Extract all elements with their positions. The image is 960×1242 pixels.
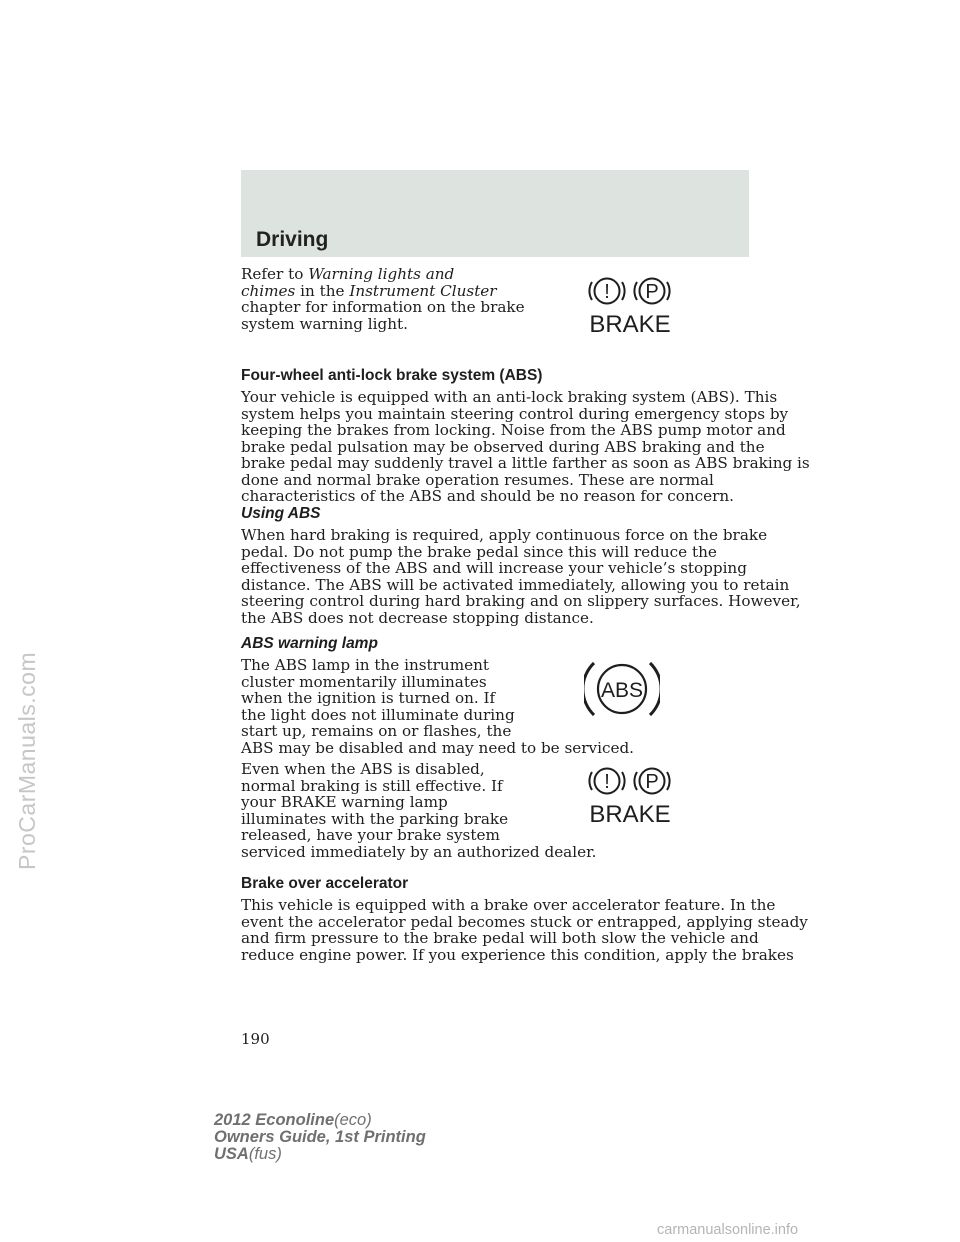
text-line: characteristics of the ABS and should be no reason for concern. xyxy=(241,487,734,505)
text-line: brake pedal pulsation may be observed during ABS braking and the xyxy=(241,437,765,456)
text-line: reduce engine power. If you experience this condition, apply the brakes xyxy=(241,945,794,964)
brake-over-paragraph xyxy=(241,897,808,963)
text-line: normal braking is still effective. If xyxy=(241,776,503,795)
text-line: distance. The ABS will be activated immediately, allowing you to retain xyxy=(241,575,790,594)
brake-warning-icon xyxy=(585,274,677,340)
footer-guide: Owners Guide, 1st Printing xyxy=(214,1128,426,1146)
text-line: chapter for information on the brake xyxy=(241,298,525,316)
italic-reference: chimes xyxy=(241,281,296,300)
document-footer xyxy=(214,1112,426,1163)
text-line: keeping the brakes from locking. Noise from the ABS pump motor and xyxy=(241,421,786,439)
text-line: event the accelerator pedal becomes stuck or entrapped, applying steady xyxy=(241,912,808,931)
footer-model: 2012 Econoline xyxy=(214,1111,335,1129)
p-glyph: P xyxy=(645,771,659,793)
abs-label: ABS xyxy=(600,679,644,702)
italic-reference: Warning lights and xyxy=(308,265,455,283)
abs-disabled-paragraph xyxy=(241,761,597,860)
text-line: system helps you maintain steering control during emergency stops by xyxy=(241,404,789,423)
text-line: This vehicle is equipped with a brake over accelerator feature. In the xyxy=(241,896,776,914)
text-line: brake pedal may suddenly travel a little farther as soon as ABS braking is xyxy=(241,454,810,472)
side-watermark: ProCarManuals.com xyxy=(14,651,40,870)
text-line: and firm pressure to the brake pedal will both slow the vehicle and xyxy=(241,929,759,947)
abs-warning-icon xyxy=(584,656,660,728)
text-line: cluster momentarily illuminates xyxy=(241,672,487,691)
italic-reference: Instrument Cluster xyxy=(349,281,497,300)
exclaim-glyph: ! xyxy=(604,281,610,303)
text-line: your BRAKE warning lamp xyxy=(241,793,448,811)
text-line: system warning light. xyxy=(241,314,408,333)
footer-region: USA xyxy=(214,1145,249,1163)
text-line: start up, remains on or flashes, the xyxy=(241,722,512,740)
brake-over-heading: Brake over accelerator xyxy=(241,875,409,892)
text-line: pedal. Do not pump the brake pedal since this will reduce the xyxy=(241,542,717,561)
brake-intro-paragraph xyxy=(241,266,525,332)
text-line: the ABS does not decrease stopping distance. xyxy=(241,608,594,627)
section-header-band xyxy=(241,170,749,257)
p-glyph: P xyxy=(645,281,659,303)
footer-model-code: (eco) xyxy=(334,1111,372,1129)
abs-section-heading: Four-wheel anti-lock brake system (ABS) xyxy=(241,367,543,384)
text-line: Even when the ABS is disabled, xyxy=(241,760,485,778)
brake-warning-icon xyxy=(585,764,677,830)
using-abs-heading: Using ABS xyxy=(241,505,321,522)
text-line: the light does not illuminate during xyxy=(241,705,515,724)
brake-label: BRAKE xyxy=(589,801,671,826)
text-line: ABS may be disabled and may need to be serviced. xyxy=(241,738,634,757)
text-line: The ABS lamp in the instrument xyxy=(241,656,489,674)
text-line: effectiveness of the ABS and will increase your vehicle’s stopping xyxy=(241,559,747,577)
section-title: Driving xyxy=(256,228,329,251)
text-line: Your vehicle is equipped with an anti-lock braking system (ABS). This xyxy=(241,388,778,406)
page-number: 190 xyxy=(241,1030,270,1048)
footer-region-code: (fus) xyxy=(248,1145,282,1163)
text-line: done and normal brake operation resumes. These are normal xyxy=(241,470,714,489)
text-span: Refer to xyxy=(241,265,309,283)
text-line: When hard braking is required, apply continuous force on the brake xyxy=(241,526,768,544)
abs-lamp-heading: ABS warning lamp xyxy=(241,635,378,652)
abs-lamp-paragraph xyxy=(241,657,634,756)
using-abs-paragraph xyxy=(241,527,801,626)
exclaim-glyph: ! xyxy=(604,771,610,793)
text-line: when the ignition is turned on. If xyxy=(241,689,496,707)
abs-section-paragraph xyxy=(241,389,810,505)
bottom-watermark: carmanualsonline.info xyxy=(657,1222,799,1238)
text-span: in the xyxy=(295,281,350,300)
text-line: released, have your brake system xyxy=(241,826,500,844)
text-line: serviced immediately by an authorized dealer. xyxy=(241,842,597,861)
brake-label: BRAKE xyxy=(589,311,671,336)
text-line: steering control during hard braking and on slippery surfaces. However, xyxy=(241,592,801,610)
text-line: illuminates with the parking brake xyxy=(241,809,509,828)
